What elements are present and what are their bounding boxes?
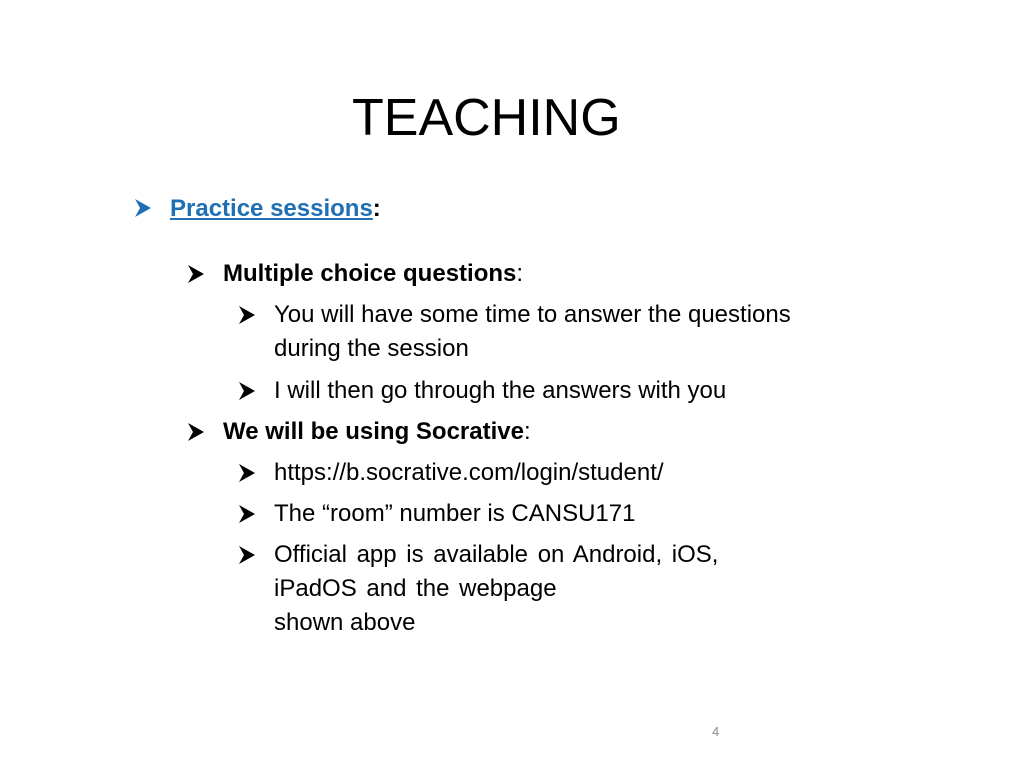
mcq-item-text: I will then go through the answers with you xyxy=(274,377,727,404)
socrative-bullet xyxy=(187,417,787,449)
mcq-label: Multiple choice questions xyxy=(223,260,517,287)
page-number: 4 xyxy=(712,724,720,739)
socrative-app-line: iPadOS and the webpage xyxy=(274,575,557,602)
mcq-bullet xyxy=(187,259,787,291)
practice-sessions-heading: Practice sessions: xyxy=(170,195,381,222)
socrative-app-line: Official app is available on Android, iOS, xyxy=(274,541,719,568)
socrative-room-item xyxy=(238,499,858,531)
arrow-bullet-icon xyxy=(238,545,256,565)
socrative-heading: We will be using Socrative: xyxy=(223,418,531,445)
socrative-url[interactable]: https://b.socrative.com/login/student/ xyxy=(274,459,664,486)
mcq-item-answers xyxy=(238,376,858,408)
mcq-heading: Multiple choice questions: xyxy=(223,260,524,287)
practice-sessions-link[interactable]: Practice sessions xyxy=(170,195,373,222)
socrative-app-item xyxy=(238,540,858,650)
mcq-item-time xyxy=(238,300,858,370)
socrative-label: We will be using Socrative xyxy=(223,418,524,445)
arrow-bullet-icon xyxy=(238,305,256,325)
socrative-url-item xyxy=(238,458,858,490)
slide-title: TEACHING xyxy=(352,89,621,147)
arrow-bullet-icon xyxy=(187,264,205,284)
arrow-bullet-icon xyxy=(187,422,205,442)
practice-sessions-bullet xyxy=(134,194,534,226)
arrow-bullet-icon xyxy=(238,381,256,401)
arrow-bullet-icon xyxy=(134,198,152,218)
arrow-bullet-icon xyxy=(238,463,256,483)
socrative-app-line: shown above xyxy=(274,609,416,636)
socrative-room: The “room” number is CANSU171 xyxy=(274,500,636,527)
mcq-item-text: You will have some time to answer the questions xyxy=(274,301,791,328)
mcq-item-text-continued: during the session xyxy=(274,335,469,362)
arrow-bullet-icon xyxy=(238,504,256,524)
